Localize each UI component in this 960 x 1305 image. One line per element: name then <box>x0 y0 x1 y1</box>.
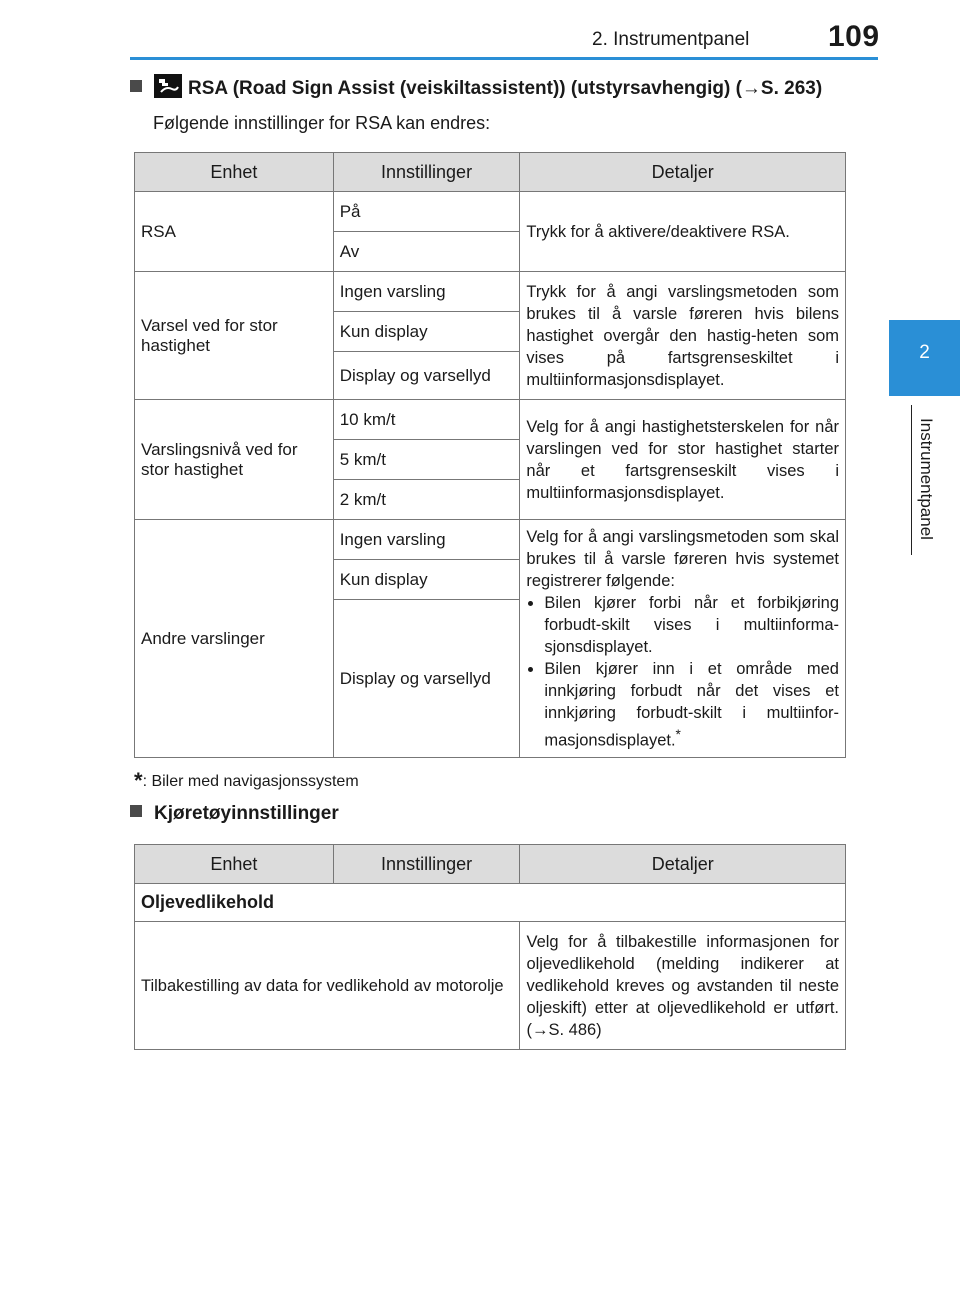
table-row <box>135 520 846 560</box>
setting-cell: Av <box>333 232 520 272</box>
unit-cell: Varsel ved for stor hastighet <box>135 272 334 400</box>
col-header-settings: Innstillinger <box>333 845 520 884</box>
rsa-heading <box>130 74 822 100</box>
setting-cell: 2 km/t <box>333 480 520 520</box>
setting-cell: 10 km/t <box>333 400 520 440</box>
table-row <box>135 400 846 440</box>
page-number: 109 <box>828 20 880 53</box>
footnote-marker: * <box>675 726 681 742</box>
col-header-details: Detaljer <box>520 153 846 192</box>
rsa-heading-text: RSA (Road Sign Assist (veiskiltassistent)) (utstyrsavhengig) (→S. 263) <box>188 78 823 99</box>
details-intro: Velg for å angi varslingsmetoden som skal brukes til å varsle føreren hvis systemet registrerer følgende: <box>526 527 839 590</box>
vehicle-heading-text: Kjøretøyinnstillinger <box>154 803 339 824</box>
side-rule <box>911 405 912 555</box>
setting-cell: Kun display <box>333 560 520 600</box>
col-header-unit: Enhet <box>135 153 334 192</box>
col-header-unit: Enhet <box>135 845 334 884</box>
setting-cell: Kun display <box>333 312 520 352</box>
footnote-star: * <box>134 768 143 793</box>
setting-cell: Ingen varsling <box>333 520 520 560</box>
footnote-text: : Biler med navigasjonssystem <box>142 773 359 790</box>
section-title: 2. Instrumentpanel <box>592 29 750 50</box>
setting-cell: På <box>333 192 520 232</box>
rsa-intro: Følgende innstillinger for RSA kan endres: <box>153 113 491 133</box>
table-row <box>135 922 846 1050</box>
setting-cell: 5 km/t <box>333 440 520 480</box>
details-list <box>526 592 839 752</box>
footnote <box>134 768 359 794</box>
vehicle-heading <box>130 803 339 825</box>
table-row <box>135 884 846 922</box>
subheading-cell: Oljevedlikehold <box>135 884 846 922</box>
unit-cell: Andre varslinger <box>135 520 334 758</box>
setting-cell: Display og varsellyd <box>333 352 520 400</box>
table-row <box>135 272 846 312</box>
setting-cell: Ingen varsling <box>333 272 520 312</box>
unit-cell: Varslingsnivå ved for stor hastighet <box>135 400 334 520</box>
unit-cell: Tilbakestilling av data for vedlikehold av motorolje <box>135 922 520 1050</box>
rsa-table <box>134 152 846 758</box>
list-item: • Bilen kjører inn i et område med innkjøring forbudt når det vises et innkjøring forbudt-skilt i multiinfor-masjonsdisplayet.* <box>544 658 839 752</box>
col-header-details: Detaljer <box>520 845 846 884</box>
col-header-settings: Innstillinger <box>333 153 520 192</box>
list-item: • Bilen kjører forbi når et forbikjøring forbudt-skilt vises i multiinforma-sjonsdisplayet. <box>544 592 839 658</box>
square-bullet-icon <box>130 80 142 92</box>
chapter-label: Instrumentpanel <box>917 418 936 540</box>
vehicle-table <box>134 844 846 1050</box>
details-cell: Trykk for å angi varslingsmetoden som brukes til å varsle føreren hvis bilens hastighet overgår den hastig-heten som vises på fartsgrenseskiltet i multiinformasjonsdisplayet. <box>520 272 846 400</box>
square-bullet-icon <box>130 805 142 817</box>
details-cell: Velg for å angi hastighetsterskelen for når varslingen ved for stor hastighet starter når et fartsgrenseskilt vises i multiinformasjonsdisplayet. <box>520 400 846 520</box>
chapter-label-wrap <box>915 405 939 555</box>
unit-cell: RSA <box>135 192 334 272</box>
header-rule <box>130 57 878 60</box>
page-header <box>0 0 960 62</box>
chapter-tab[interactable] <box>889 320 960 396</box>
chapter-number: 2 <box>919 342 930 363</box>
setting-cell: Display og varsellyd <box>333 600 520 758</box>
rsa-icon <box>154 74 182 98</box>
details-cell: Trykk for å aktivere/deaktivere RSA. <box>520 192 846 272</box>
details-cell: Velg for å tilbakestille informasjonen for oljevedlikehold (melding indikerer at vedlikehold kreves og avstanden til neste oljeskift) etter at oljevedlikehold er utført. (→S. 486) <box>520 922 846 1050</box>
details-cell <box>520 520 846 758</box>
table-row <box>135 192 846 232</box>
